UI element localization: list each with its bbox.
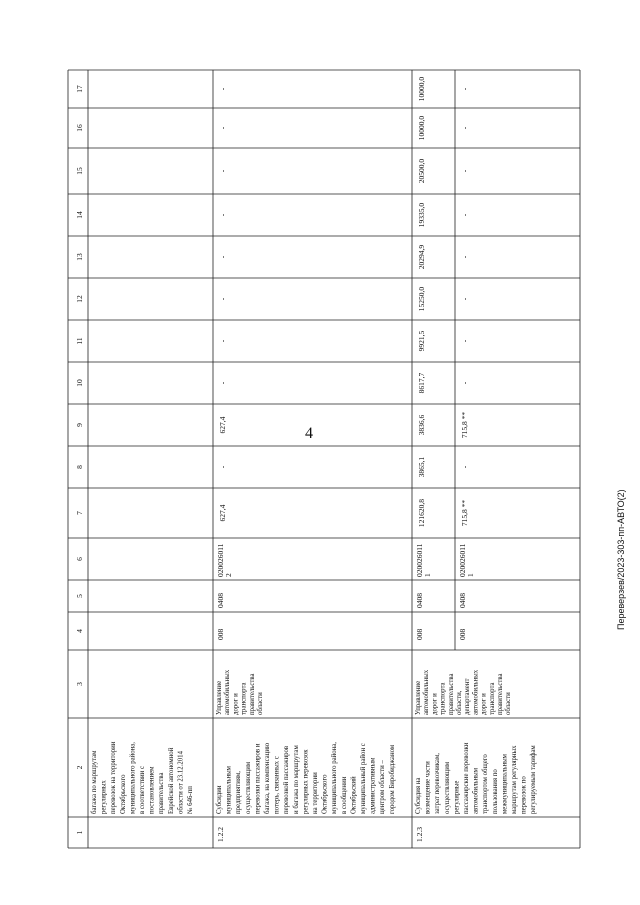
row-name-line: области от 23.12.2014 bbox=[177, 751, 185, 814]
row-name-line: постановлением bbox=[148, 766, 156, 814]
row-value: 19335,0 bbox=[417, 202, 426, 228]
row-name-line: маршрутам регулярных bbox=[511, 745, 518, 814]
row-value: 715,8 ** bbox=[460, 499, 469, 527]
header-number-6: 6 bbox=[75, 557, 84, 561]
row-csr-line: 020026011 bbox=[415, 543, 424, 577]
row-value: 10000,0 bbox=[417, 115, 426, 141]
row-name-line: пользования по bbox=[491, 769, 499, 814]
row-name-line: правительства bbox=[158, 772, 166, 814]
header-number-2: 2 bbox=[75, 765, 84, 770]
row-executor-line: дорог и bbox=[480, 693, 488, 715]
row-executor-line: Управление bbox=[216, 680, 223, 715]
row-name-line: в сообщении bbox=[340, 776, 348, 814]
row-name-line: Субсидия на bbox=[415, 777, 422, 814]
row-name-line: муниципального района, bbox=[331, 741, 339, 814]
header-number-7: 7 bbox=[75, 511, 84, 515]
row-name-line: регулярных перевозок bbox=[302, 749, 310, 814]
page-number: 4 bbox=[305, 425, 313, 442]
header-number-5: 5 bbox=[75, 594, 84, 598]
row-value: - bbox=[218, 169, 227, 173]
row-value: - bbox=[218, 255, 227, 259]
header-number-9: 9 bbox=[75, 423, 84, 427]
header-number-15: 15 bbox=[75, 167, 84, 175]
row-name-line: багажа по маршрутам bbox=[91, 750, 98, 814]
row-name-line: на территории bbox=[312, 772, 319, 814]
row-rz-pr: 0408 bbox=[216, 593, 225, 608]
row-name-line: Субсидии bbox=[216, 785, 223, 814]
row-name-line: Октябрьского bbox=[321, 774, 329, 814]
row-grbs: 008 bbox=[458, 628, 467, 640]
row-name-line: перевозкой пассажиров bbox=[283, 745, 291, 814]
row-value: 627,4 bbox=[218, 416, 227, 434]
row-number: 1.2.3 bbox=[415, 827, 424, 842]
row-value: 10000,0 bbox=[417, 76, 426, 102]
row-value: 3836,6 bbox=[417, 414, 426, 436]
row-name-line: перевозки пассажиров и bbox=[254, 743, 262, 814]
row-executor-line: Управление bbox=[415, 680, 422, 715]
row-name-line: пассажирские перевозки bbox=[463, 742, 470, 814]
row-value: 9921,5 bbox=[417, 330, 426, 352]
row-value: 121620,8 bbox=[417, 498, 426, 528]
row-executor-line: автомобильных bbox=[423, 669, 431, 715]
row-value: - bbox=[218, 126, 227, 130]
row-value: 3865,1 bbox=[417, 456, 426, 478]
row-name-line: Октябрьский bbox=[350, 776, 358, 814]
row-value: 15250,0 bbox=[417, 286, 426, 312]
row-name-line: городом Биробиджаном bbox=[388, 744, 396, 814]
row-value: 20294,9 bbox=[417, 244, 426, 270]
row-csr-line: 2 bbox=[224, 573, 233, 577]
row-name-line: предприятиям, bbox=[235, 771, 243, 814]
row-executor-line: транспорта bbox=[240, 682, 248, 715]
row-name-line: муниципального района, bbox=[129, 741, 137, 814]
row-value: - bbox=[460, 381, 469, 385]
row-name-line: Еврейской автономной bbox=[167, 747, 175, 814]
row-value: - bbox=[218, 213, 227, 217]
row-name-line: перевозок на территории bbox=[110, 741, 118, 814]
header-number-3: 3 bbox=[75, 682, 84, 686]
row-name-line: регулируемым тарифам bbox=[530, 745, 538, 814]
row-name-line: затрат перевозчикам, bbox=[434, 753, 442, 814]
row-executor-line: дорог и bbox=[431, 693, 439, 715]
row-value: - bbox=[460, 169, 469, 173]
row-value: - bbox=[460, 87, 469, 91]
row-executor-line: правительства bbox=[447, 673, 455, 715]
row-name-line: административным bbox=[369, 757, 377, 814]
row-rz-pr: 0408 bbox=[415, 593, 424, 608]
header-number-13: 13 bbox=[75, 253, 84, 261]
row-executor-line: транспорта bbox=[439, 682, 447, 715]
row-value: - bbox=[460, 255, 469, 259]
header-number-12: 12 bbox=[75, 295, 84, 303]
row-executor-line: автомобильных bbox=[224, 669, 232, 715]
row-executor-line: транспорта bbox=[488, 682, 496, 715]
row-value: 20500,0 bbox=[417, 158, 426, 184]
row-executor-line: области, bbox=[456, 690, 463, 715]
row-name-line: центром области – bbox=[379, 760, 387, 814]
row-name-line: межмуниципальным bbox=[501, 754, 509, 814]
row-name-line: осуществляющим bbox=[443, 761, 451, 814]
row-name-line: в соответствии с bbox=[139, 765, 146, 814]
row-value: 627,4 bbox=[218, 504, 227, 522]
row-executor-line: автомобильных bbox=[472, 669, 480, 715]
row-name-line: № 646-пп bbox=[187, 786, 194, 814]
header-number-8: 8 bbox=[75, 465, 84, 469]
row-rz-pr: 0408 bbox=[458, 593, 467, 608]
header-number-11: 11 bbox=[75, 337, 84, 345]
row-value: 715,8 ** bbox=[460, 411, 469, 439]
row-value: - bbox=[218, 339, 227, 343]
row-executor-line: дорог и bbox=[232, 693, 240, 715]
row-name-line: муниципальный район с bbox=[360, 743, 367, 814]
row-csr-line: 1 bbox=[466, 573, 475, 577]
row-name-line: муниципальным bbox=[225, 766, 233, 814]
row-name-line: регулярных bbox=[100, 780, 108, 814]
row-executor-line: области bbox=[257, 692, 264, 715]
header-number-4: 4 bbox=[75, 629, 84, 633]
row-name-line: Октябрьского bbox=[119, 774, 127, 814]
row-number: 1.2.2 bbox=[216, 827, 225, 842]
row-csr-line: 020026011 bbox=[216, 543, 225, 577]
row-csr-line: 1 bbox=[423, 573, 432, 577]
row-value: - bbox=[460, 297, 469, 301]
row-value: - bbox=[460, 126, 469, 130]
row-executor-line: правительства bbox=[248, 673, 256, 715]
row-name-line: и багажа по маршрутам bbox=[292, 745, 300, 814]
row-name-line: возмещение части bbox=[424, 761, 432, 814]
row-name-line: потерь, связанных с bbox=[273, 756, 281, 814]
header-number-14: 14 bbox=[75, 211, 84, 219]
row-executor-line: области bbox=[505, 692, 513, 715]
header-number-1: 1 bbox=[75, 830, 84, 835]
row-value: - bbox=[460, 465, 469, 469]
row-value: - bbox=[218, 465, 227, 469]
row-name-line: транспортом общего bbox=[482, 754, 490, 814]
row-grbs: 008 bbox=[216, 628, 225, 640]
row-name-line: осуществляющим bbox=[244, 761, 252, 814]
row-value: - bbox=[218, 87, 227, 91]
row-value: - bbox=[460, 339, 469, 343]
row-value: - bbox=[218, 297, 227, 301]
row-grbs: 008 bbox=[415, 628, 424, 640]
row-name-line: автомобильным bbox=[472, 768, 480, 814]
row-executor-line: департамент bbox=[464, 678, 472, 715]
row-value: 8617,7 bbox=[417, 372, 426, 394]
row-name-line: багажа, на компенсацию bbox=[264, 742, 271, 814]
row-value: - bbox=[460, 213, 469, 217]
row-csr-line: 020026011 bbox=[458, 543, 467, 577]
header-number-10: 10 bbox=[75, 379, 84, 387]
row-name-line: перевозок по bbox=[520, 776, 528, 814]
document-code-text: Переверзев/2023-303-пп-АВТО(2) bbox=[616, 489, 626, 630]
header-number-16: 16 bbox=[75, 124, 84, 132]
row-executor-line: правительства bbox=[497, 673, 504, 715]
document-code bbox=[608, 70, 628, 860]
header-number-17: 17 bbox=[75, 85, 84, 93]
row-name-line: регулярные bbox=[453, 780, 461, 814]
row-value: - bbox=[218, 381, 227, 385]
